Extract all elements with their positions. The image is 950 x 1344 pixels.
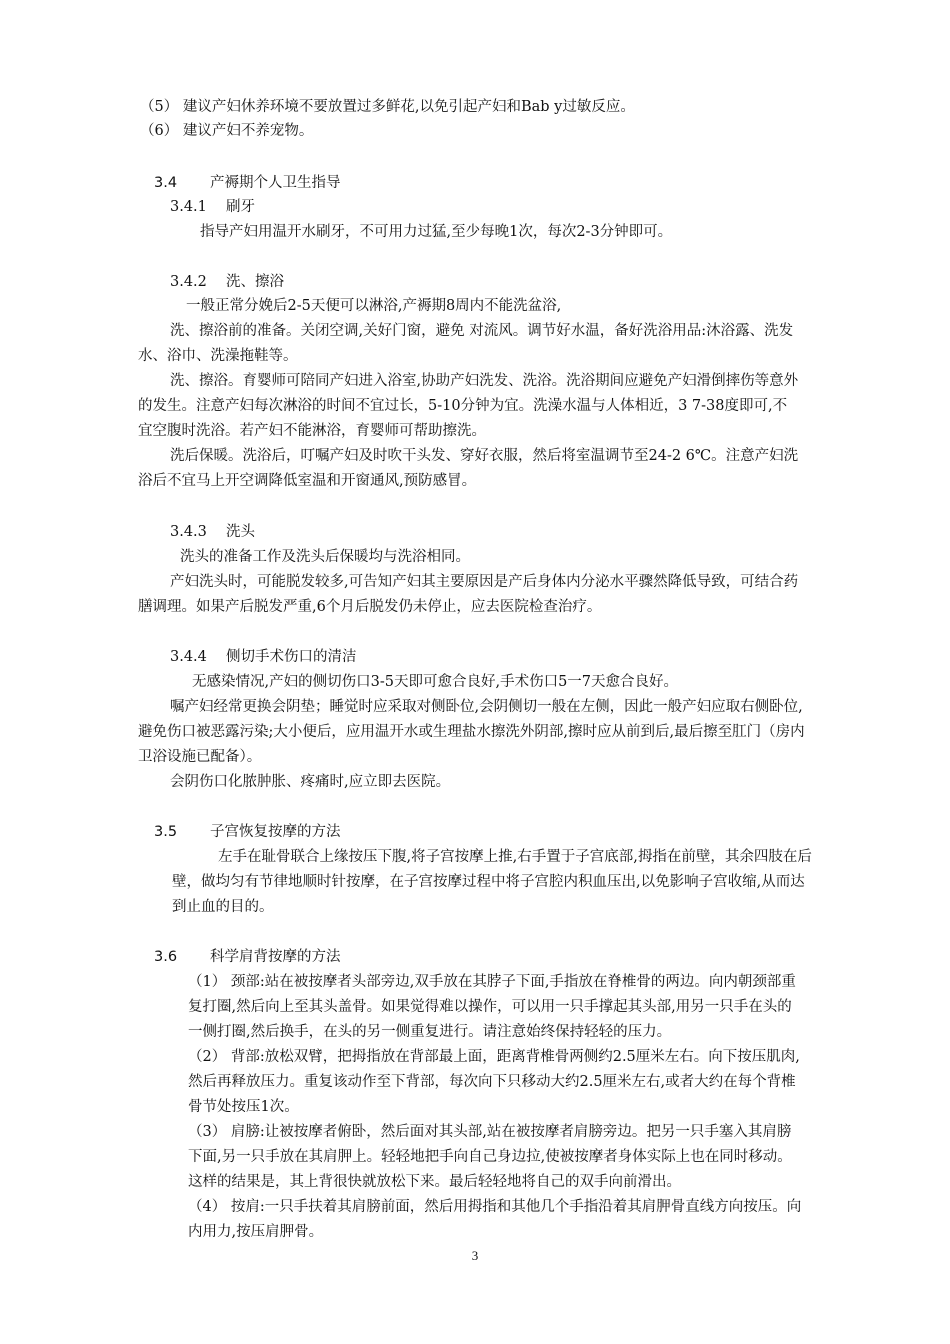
section-title: 科学肩背按摩的方法 [210, 949, 341, 965]
paragraph-line: （2） 背部:放松双臂，把拇指放在背部最上面，距离背椎骨两侧约2.5厘米左右。向下按压肌肉, [188, 1049, 800, 1065]
subsection-number: 3.4.4 [170, 649, 207, 665]
subsection-heading-3-4-4 [170, 646, 357, 668]
section-number: 3.4 [154, 175, 178, 191]
section-heading-3-6 [154, 946, 341, 968]
page-number: 3 [471, 1248, 479, 1263]
paragraph-line: 嘱产妇经常更换会阴垫；睡觉时应采取对侧卧位,会阴侧切一般在左侧，因此一般产妇应取右侧卧位, [170, 699, 803, 715]
paragraph-line: 一侧打圈,然后换手，在头的另一侧重复进行。请注意始终保持轻轻的压力。 [188, 1024, 672, 1040]
subsection-heading-3-4-3 [170, 521, 255, 543]
paragraph-line: 骨节处按压1次。 [188, 1099, 299, 1115]
subsection-heading-3-4-1 [170, 196, 255, 218]
subsection-title: 刷牙 [226, 199, 255, 215]
subsection-number: 3.4.1 [170, 199, 207, 215]
subsection-number: 3.4.3 [170, 524, 207, 540]
paragraph-line: 左手在耻骨联合上缘按压下腹,将子宫按摩上推,右手置于子宫底部,拇指在前壁，其余四肢在后 [218, 849, 812, 865]
paragraph-line: 膳调理。如果产后脱发严重,6个月后脱发仍未停止，应去医院检查治疗。 [138, 599, 602, 615]
paragraph-line: 的发生。注意产妇每次淋浴的时间不宜过长，5-10分钟为宜。洗澡水温与人体相近，3 7-38度即可,不 [138, 398, 788, 414]
section-number: 3.5 [154, 824, 178, 840]
paragraph-line: 产妇洗头时，可能脱发较多,可告知产妇其主要原因是产后身体内分泌水平骤然降低导致，可结合药 [170, 574, 799, 590]
paragraph-line: 洗、擦浴前的准备。关闭空调,关好门窗，避免 对流风。调节好水温，备好洗浴用品:沐浴露、洗发 [170, 323, 794, 339]
subsection-title: 侧切手术伤口的清洁 [226, 649, 357, 665]
subsection-number: 3.4.2 [170, 274, 207, 290]
list-item: （5） 建议产妇休养环境不要放置过多鲜花,以免引起产妇和Bab y过敏反应。 [140, 99, 635, 115]
paragraph-line: 到止血的目的。 [172, 899, 274, 915]
paragraph-line: 一般正常分娩后2-5天便可以淋浴,产褥期8周内不能洗盆浴, [186, 298, 562, 314]
paragraph-line: （1） 颈部:站在被按摩者头部旁边,双手放在其脖子下面,手指放在脊椎骨的两边。向内朝颈部重 [188, 974, 796, 990]
paragraph-line: 卫浴设施已配备）。 [138, 749, 262, 765]
paragraph-line: 指导产妇用温开水刷牙，不可用力过猛,至少每晚1次，每次2-3分钟即可。 [200, 224, 673, 240]
paragraph-line: 水、浴巾、洗澡拖鞋等。 [138, 348, 298, 364]
paragraph-line: 壁，做均匀有节律地顺时针按摩，在子宫按摩过程中将子宫腔内积血压出,以免影响子宫收缩,从而达 [172, 874, 805, 890]
section-heading-3-5 [154, 821, 341, 843]
section-title: 产褥期个人卫生指导 [210, 175, 341, 191]
subsection-title: 洗、擦浴 [226, 274, 284, 290]
paragraph-line: 复打圈,然后向上至其头盖骨。如果觉得难以操作，可以用一只手撑起其头部,用另一只手在头的 [188, 999, 792, 1015]
paragraph-line: 这样的结果是，其上背很快就放松下来。最后轻轻地将自己的双手向前滑出。 [188, 1174, 681, 1190]
paragraph-line: 会阴伤口化脓肿胀、疼痛时,应立即去医院。 [170, 774, 451, 790]
list-item: （6） 建议产妇不养宠物。 [140, 123, 314, 139]
paragraph-line: 避免伤口被恶露污染;大小便后，应用温开水或生理盐水擦洗外阴部,擦时应从前到后,最后擦至肛门（房内 [138, 724, 805, 740]
paragraph-line: 然后再释放压力。重复该动作至下背部，每次向下只移动大约2.5厘米左右,或者大约在每个背椎 [188, 1074, 796, 1090]
section-title: 子宫恢复按摩的方法 [210, 824, 341, 840]
section-heading-3-4 [154, 172, 341, 194]
paragraph-line: 无感染情况,产妇的侧切伤口3-5天即可愈合良好,手术伤口5一7天愈合良好。 [192, 674, 679, 690]
paragraph-line: 洗头的准备工作及洗头后保暖均与洗浴相同。 [180, 549, 470, 565]
paragraph-line: 浴后不宜马上开空调降低室温和开窗通风,预防感冒。 [138, 473, 477, 489]
section-number: 3.6 [154, 949, 178, 965]
paragraph-line: 宜空腹时洗浴。若产妇不能淋浴，育婴师可帮助擦洗。 [138, 423, 486, 439]
paragraph-line: 洗后保暖。洗浴后，叮嘱产妇及时吹干头发、穿好衣服，然后将室温调节至24-2 6℃。注意产妇洗 [170, 448, 799, 464]
paragraph-line: 洗、擦浴。育婴师可陪同产妇进入浴室,协助产妇洗发、洗浴。洗浴期间应避免产妇滑倒摔伤等意外 [170, 373, 799, 389]
paragraph-line: 下面,另一只手放在其肩胛上。轻轻地把手向自己身边拉,使被按摩者身体实际上也在同时移动。 [188, 1149, 792, 1165]
subsection-heading-3-4-2 [170, 271, 284, 293]
paragraph-line: （4） 按肩:一只手扶着其肩膀前面，然后用拇指和其他几个手指沿着其肩胛骨直线方向按压。向 [188, 1199, 802, 1215]
paragraph-line: 内用力,按压肩胛骨。 [188, 1224, 324, 1240]
paragraph-line: （3） 肩膀:让被按摩者俯卧，然后面对其头部,站在被按摩者肩膀旁边。把另一只手塞入其肩膀 [188, 1124, 792, 1140]
subsection-title: 洗头 [226, 524, 255, 540]
